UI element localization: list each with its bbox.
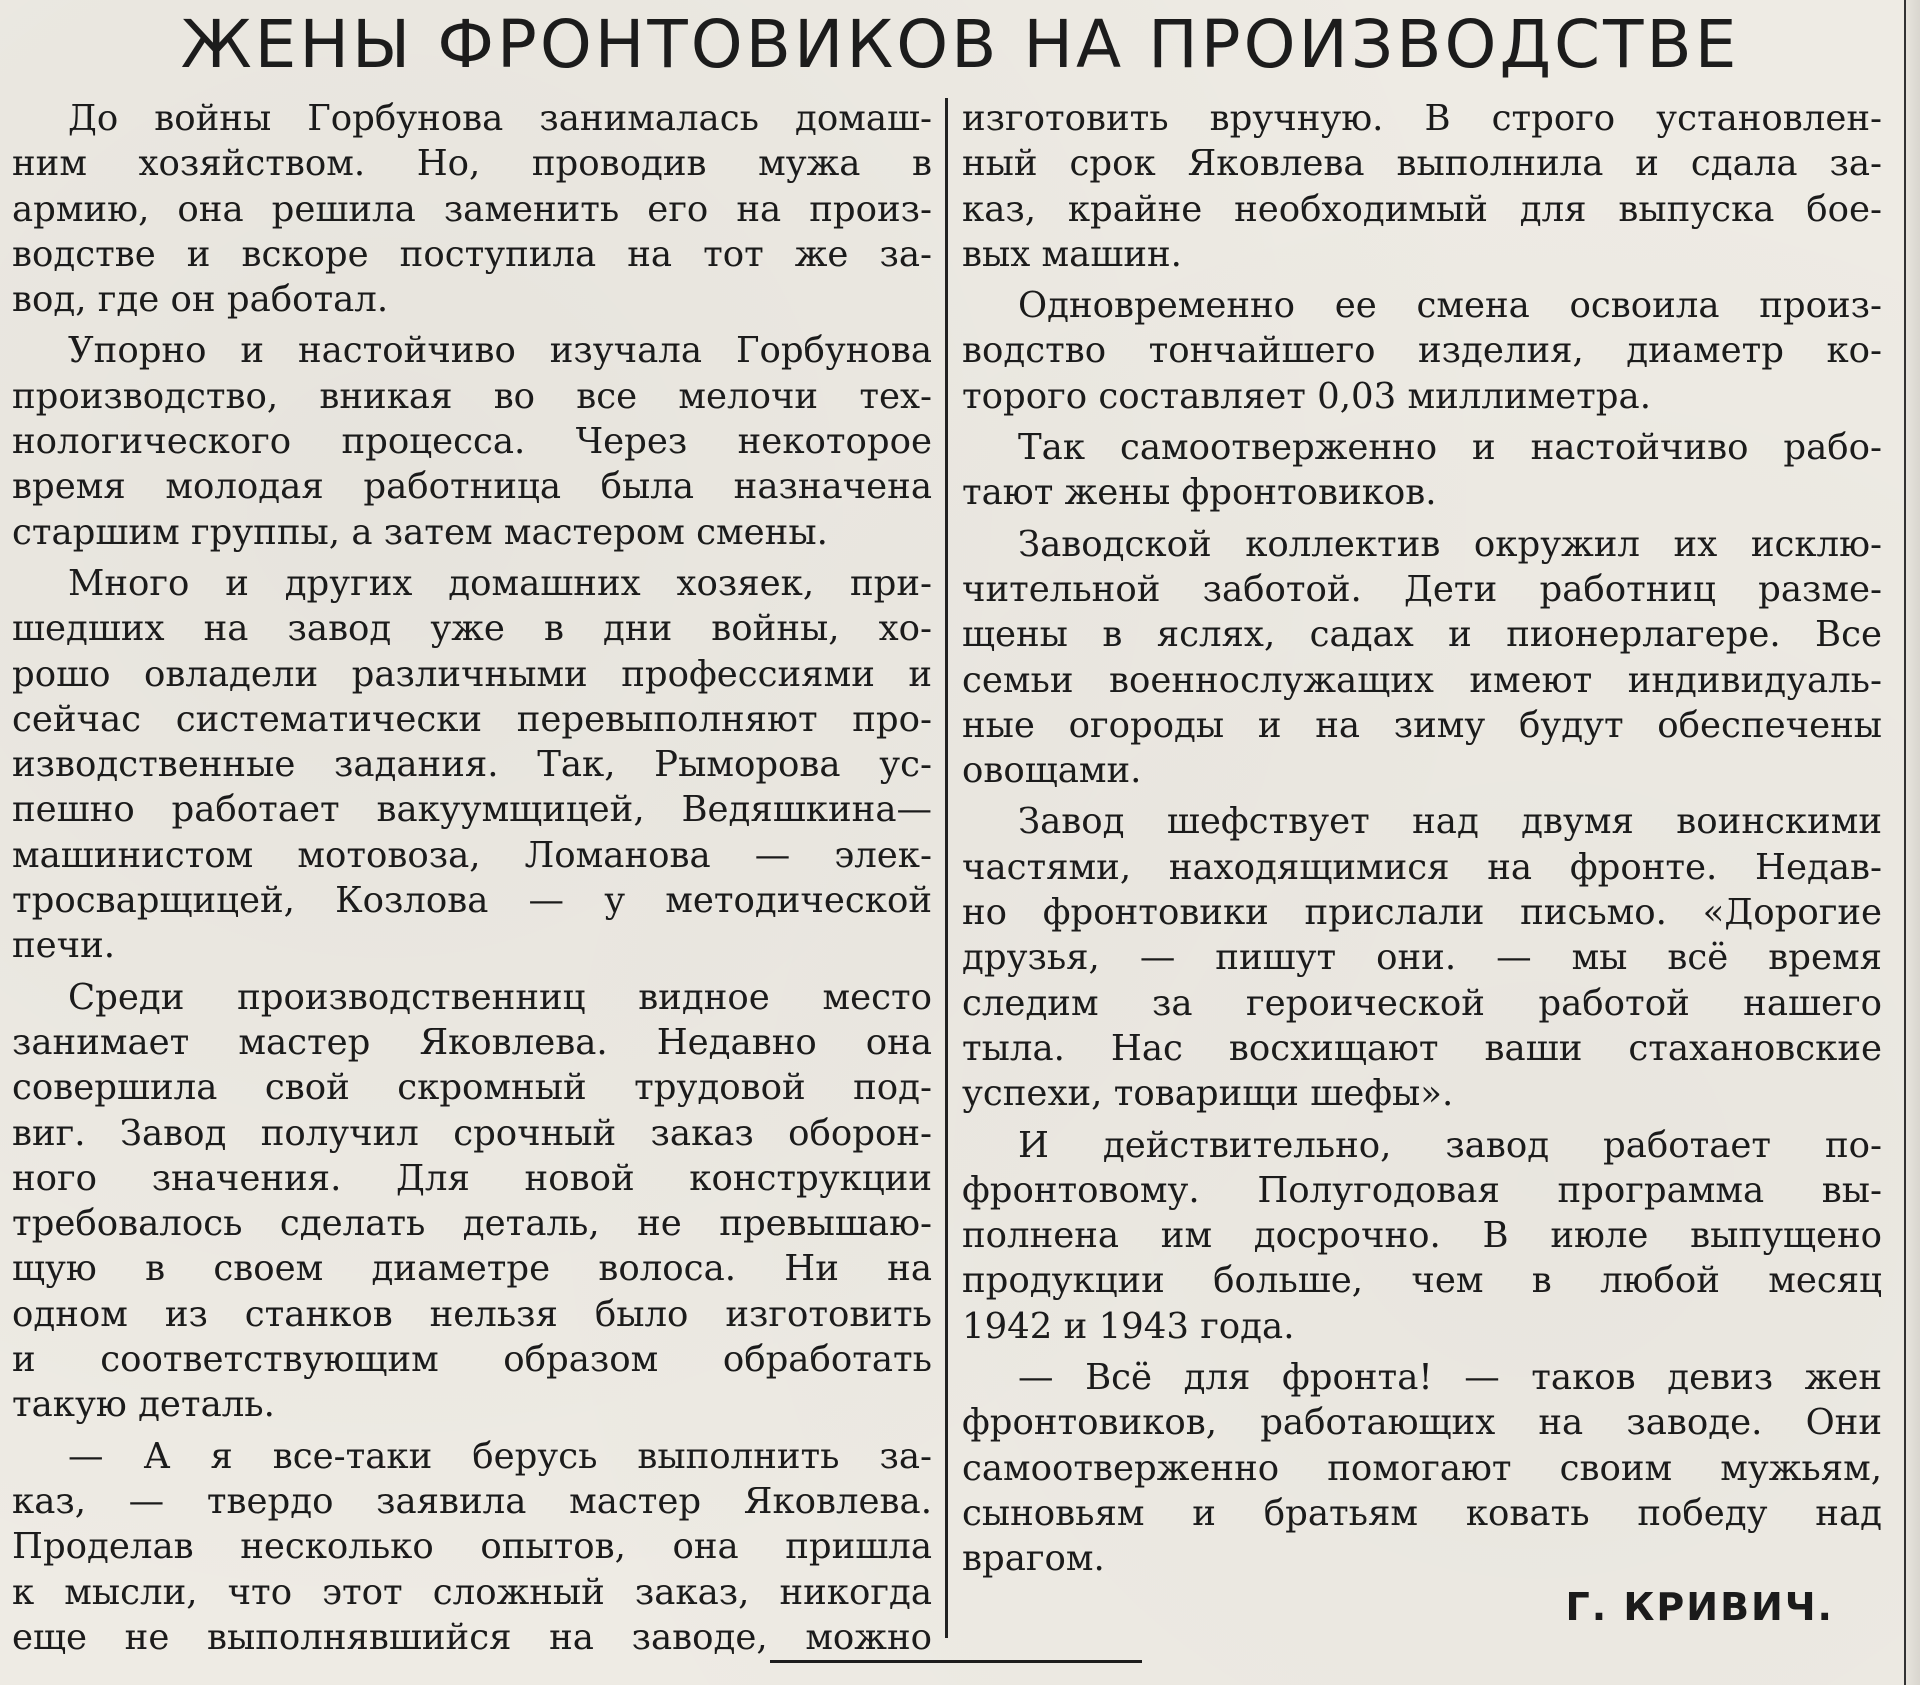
text-line: Среди производственниц видное место <box>68 976 932 1018</box>
text-line: Упорно и настойчиво изучала Горбунова <box>68 330 932 372</box>
text-line: каз, — твердо заявила мастер Яковлева. <box>12 1480 932 1522</box>
text-line: До войны Горбунова занималась домаш- <box>68 98 932 139</box>
right-column <box>962 96 1882 1582</box>
article-headline: ЖЕНЫ ФРОНТОВИКОВ НА ПРОИЗВОДСТВЕ <box>180 6 1740 83</box>
text-line: друзья, — пишут они. — мы всё время <box>962 937 1882 979</box>
text-line: тыла. Нас восхищают ваши стахановские <box>962 1027 1882 1069</box>
text-line: ный срок Яковлева выполнила и сдала за- <box>962 143 1882 185</box>
text-line: Много и других домашних хозяек, при- <box>68 562 932 604</box>
text-line: такую деталь. <box>12 1384 275 1426</box>
text-line: каз, крайне необходимый для выпуска бое- <box>962 188 1882 230</box>
text-line: нологического процесса. Через некоторое <box>12 421 932 463</box>
text-line: водстве и вскоре поступила на тот же за- <box>12 233 932 275</box>
text-line: Так самоотверженно и настойчиво рабо- <box>1018 427 1882 469</box>
text-line: успехи, товарищи шефы». <box>962 1073 1454 1115</box>
text-line: водство тончайшего изделия, диаметр ко- <box>962 330 1882 372</box>
text-line: совершила свой скромный трудовой под- <box>12 1067 932 1109</box>
adjacent-page-edge <box>1904 0 1920 1685</box>
text-line: продукции больше, чем в любой месяц <box>962 1260 1882 1302</box>
column-divider <box>945 98 948 1638</box>
text-line: — А я все-таки берусь выполнить за- <box>68 1435 932 1477</box>
text-line: — Всё для фронта! — таков девиз жен <box>1018 1357 1882 1399</box>
text-line: изготовить вручную. В строго установлен- <box>962 98 1882 139</box>
text-line: ним хозяйством. Но, проводив мужа в <box>12 143 932 185</box>
text-line: фронтовиков, работающих на заводе. Они <box>962 1402 1882 1444</box>
text-line: старшим группы, а затем мастером смены. <box>12 511 828 553</box>
text-line: одном из станков нельзя было изготовить <box>12 1293 932 1335</box>
text-line: время молодая работница была назначена <box>12 466 932 508</box>
text-line: требовалось сделать деталь, не превышаю- <box>12 1203 932 1245</box>
text-line: ного значения. Для новой конструкции <box>12 1157 932 1199</box>
author-signature: Г. КРИВИЧ. <box>1565 1585 1834 1629</box>
text-line: Завод шефствует над двумя воинскими <box>1018 801 1882 843</box>
text-line: виг. Завод получил срочный заказ оборон- <box>12 1112 932 1154</box>
text-line: сыновьям и братьям ковать победу над <box>962 1492 1882 1534</box>
text-line: шедших на завод уже в дни войны, хо- <box>12 608 932 650</box>
text-line: следим за героической работой нашего <box>962 982 1882 1024</box>
text-line: фронтовому. Полугодовая программа вы- <box>962 1169 1882 1211</box>
text-line: овощами. <box>962 750 1142 792</box>
text-line: машинистом мотовоза, Ломанова — элек- <box>12 834 932 876</box>
text-line: Проделав несколько опытов, она пришла <box>12 1526 932 1568</box>
text-line: рошо овладели различными профессиями и <box>12 653 932 695</box>
text-line: и соответствующим образом обработать <box>12 1339 932 1381</box>
text-line: сейчас систематически перевыполняют про- <box>12 698 932 740</box>
text-line: к мысли, что этот сложный заказ, никогда <box>12 1571 932 1613</box>
text-line: производство, вникая во все мелочи тех- <box>12 375 932 417</box>
text-line: торого составляет 0,03 миллиметра. <box>962 375 1651 417</box>
text-line: занимает мастер Яковлева. Недавно она <box>12 1021 932 1063</box>
text-line: полнена им досрочно. В июле выпущено <box>962 1215 1882 1257</box>
text-line: Одновременно ее смена освоила произ- <box>1018 285 1882 327</box>
text-line: армию, она решила заменить его на произ- <box>12 188 932 230</box>
text-line: семьи военнослужащих имеют индивидуаль- <box>962 659 1882 701</box>
text-line: печи. <box>12 925 116 967</box>
text-line: тают жены фронтовиков. <box>962 472 1437 514</box>
text-line: вод, где он работал. <box>12 279 389 321</box>
text-line: вых машин. <box>962 233 1182 275</box>
text-line: щены в яслях, садах и пионерлагере. Все <box>962 614 1882 656</box>
text-line: тросварщицей, Козлова — у методической <box>12 880 932 922</box>
text-line: пешно работает вакуумщицей, Ведяшкина— <box>12 789 932 831</box>
text-line: щую в своем диаметре волоса. Ни на <box>12 1248 932 1290</box>
text-line: изводственные задания. Так, Рыморова ус- <box>12 744 932 786</box>
text-line: ные огороды и на зиму будут обеспечены <box>962 704 1882 746</box>
text-line: частями, находящимися на фронте. Недав- <box>962 846 1882 888</box>
text-line: 1942 и 1943 года. <box>962 1305 1295 1347</box>
text-line: Заводской коллектив окружил их исклю- <box>1018 523 1882 565</box>
text-line: чительной заботой. Дети работниц разме- <box>962 568 1882 610</box>
text-line: еще не выполнявшийся на заводе, можно <box>12 1616 932 1658</box>
bottom-rule <box>770 1660 1142 1663</box>
text-line: самоотверженно помогают своим мужьям, <box>962 1447 1882 1489</box>
text-line: но фронтовики прислали письмо. «Дорогие <box>962 892 1882 934</box>
text-line: И действительно, завод работает по- <box>1018 1124 1882 1166</box>
text-line: врагом. <box>962 1538 1105 1580</box>
left-column <box>12 96 932 1660</box>
